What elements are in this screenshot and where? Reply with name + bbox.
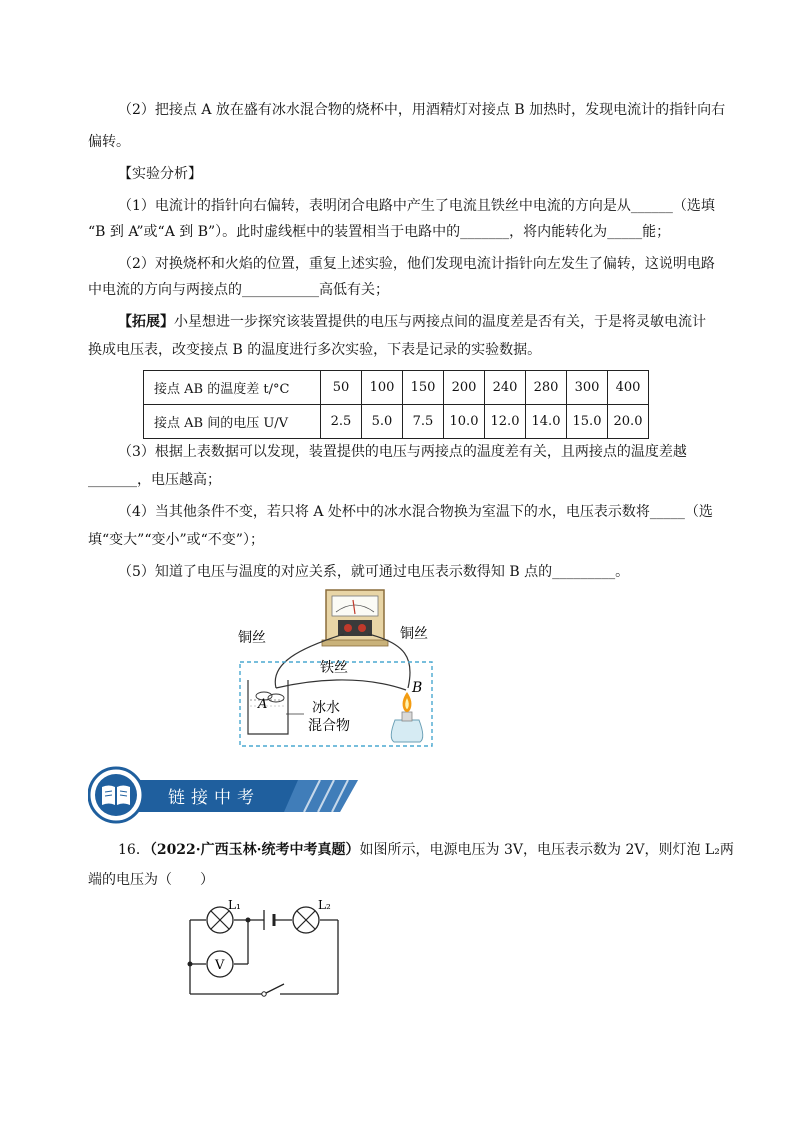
question-16-cont: 端的电压为（ ） [88, 872, 214, 888]
section-banner [88, 766, 358, 824]
copper-wire-right-label: 铜丝 [400, 626, 428, 642]
question-3-cont: _______，电压越高； [88, 472, 221, 488]
iron-wire-label: 铁丝 [320, 660, 348, 676]
question-16-text: 如图所示，电源电压为 3V，电压表示数为 2V，则灯泡 L₂两 [359, 842, 734, 858]
table-cell: 14.0 [526, 405, 567, 439]
junction-dot [246, 918, 251, 923]
table-cell: 2.5 [321, 405, 362, 439]
battery-icon [264, 910, 274, 930]
ice-label-line-2: 混合物 [308, 718, 350, 734]
table-cell: 200 [444, 371, 485, 405]
question-2: （2）对换烧杯和火焰的位置，重复上述实验，他们发现电流计指针向左发生了偏转，这说明电路 [118, 256, 715, 272]
table-row-label: 接点 AB 的温度差 t/°C [144, 371, 321, 405]
question-16-source: （2022·广西玉林·统考中考真题） [149, 842, 360, 858]
ice-label-line-1: 冰水 [312, 700, 340, 716]
paragraph-step-2-cont: 偏转。 [88, 134, 130, 150]
question-16 [118, 840, 734, 860]
table-cell: 150 [403, 371, 444, 405]
banner-title: 链接中考 [168, 788, 260, 808]
extension-text-cont: 换成电压表，改变接点 B 的温度进行多次实验，下表是记录的实验数据。 [88, 342, 542, 358]
table-cell: 100 [362, 371, 403, 405]
table-row [144, 371, 649, 405]
alcohol-lamp-icon [391, 692, 423, 742]
beaker-icon [248, 680, 288, 734]
table-cell: 240 [485, 371, 526, 405]
question-4: （4）当其他条件不变，若只将 A 处杯中的冰水混合物换为室温下的水，电压表示数将_____（选 [118, 504, 713, 520]
table-cell: 5.0 [362, 405, 403, 439]
voltmeter-label: V [215, 958, 225, 973]
table-cell: 280 [526, 371, 567, 405]
lamp-l2-label: L₂ [318, 898, 331, 912]
table-cell: 50 [321, 371, 362, 405]
question-16-number: 16． [118, 842, 150, 858]
extension-text: 小星想进一步探究该装置提供的电压与两接点间的温度差是否有关，于是将灵敏电流计 [174, 314, 706, 330]
table-row-label: 接点 AB 间的电压 U/V [144, 405, 321, 439]
circuit-figure [180, 898, 350, 1004]
paragraph-step-2: （2）把接点 A 放在盛有冰水混合物的烧杯中，用酒精灯对接点 B 加热时，发现电流计的指针向右 [118, 102, 726, 118]
analysis-heading: 【实验分析】 [118, 166, 202, 182]
lamp-l2-icon [293, 907, 319, 933]
table-cell: 400 [608, 371, 649, 405]
extension-paragraph [118, 312, 706, 332]
question-2-cont: 中电流的方向与两接点的___________高低有关； [88, 282, 389, 298]
table-cell: 12.0 [485, 405, 526, 439]
point-a-label: A [258, 697, 268, 712]
table-row [144, 405, 649, 439]
junction-dot [188, 962, 193, 967]
table-cell: 7.5 [403, 405, 444, 439]
lamp-l1-label: L₁ [228, 898, 241, 912]
table-cell: 10.0 [444, 405, 485, 439]
point-b-label: B [412, 680, 423, 696]
question-1: （1）电流计的指针向右偏转，表明闭合电路中产生了电流且铁丝中电流的方向是从______（选填 [118, 198, 715, 214]
table-cell: 15.0 [567, 405, 608, 439]
question-5: （5）知道了电压与温度的对应关系，就可通过电压表示数得知 B 点的_________。 [118, 564, 630, 580]
question-4-cont: 填“变大”“变小”或“不变”）； [88, 532, 264, 548]
thermocouple-figure [230, 588, 440, 750]
iron-wire [276, 680, 406, 690]
table-cell: 300 [567, 371, 608, 405]
copper-wire-left-label: 铜丝 [238, 630, 266, 646]
table-cell: 20.0 [608, 405, 649, 439]
data-table [143, 370, 649, 439]
question-3: （3）根据上表数据可以发现，装置提供的电压与两接点的温度差有关，且两接点的温度差越 [118, 444, 687, 460]
extension-label: 【拓展】 [118, 314, 174, 330]
question-1-cont: “B 到 A”或“A 到 B”）。此时虚线框中的装置相当于电路中的_______，将内能转化为_____能； [88, 224, 671, 240]
voltmeter-icon [207, 951, 233, 977]
